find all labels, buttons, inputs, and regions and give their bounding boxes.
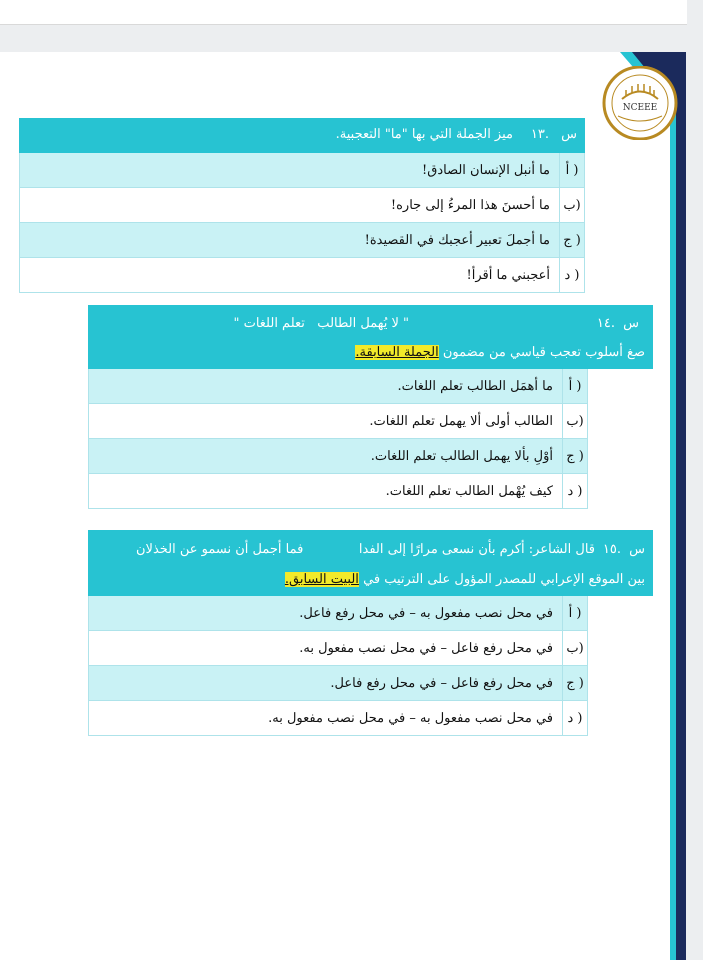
option-text: ما أجملَ تعبير أعجبك في القصيدة! bbox=[364, 232, 550, 248]
verse-first-hemistich: قال الشاعر: أكرم بأن نسعى مرارًا إلى الفدا bbox=[358, 542, 595, 557]
top-bar bbox=[0, 0, 687, 25]
question-number: ١٤. bbox=[596, 316, 615, 331]
question-15 bbox=[88, 530, 653, 736]
option-text: في محل رفع فاعل – في محل رفع فاعل. bbox=[330, 675, 553, 691]
stem-highlight: البيت السابق. bbox=[284, 572, 359, 587]
question-13 bbox=[19, 118, 585, 293]
question-label: س bbox=[629, 542, 645, 557]
option-letter: د ) bbox=[562, 474, 587, 508]
option-d[interactable] bbox=[88, 701, 588, 736]
option-letter: د ) bbox=[559, 258, 584, 292]
question-label: س bbox=[623, 316, 639, 331]
option-a[interactable] bbox=[88, 596, 588, 631]
svg-text:NCEEE: NCEEE bbox=[622, 103, 658, 113]
question-stem bbox=[285, 572, 645, 587]
option-text: ما أحسنَ هذا المرءُ إلى جاره! bbox=[390, 197, 550, 213]
question-stem: ميز الجملة التي بها "ما" التعجبية. bbox=[335, 127, 513, 142]
option-letter: ب) bbox=[562, 404, 587, 438]
option-text: ما أهمَل الطالب تعلم اللغات. bbox=[397, 378, 553, 394]
question-stem bbox=[355, 345, 645, 360]
option-text: الطالب أولى ألا يهمل تعلم اللغات. bbox=[369, 413, 553, 429]
option-text: في محل نصب مفعول به – في محل نصب مفعول به. bbox=[268, 710, 553, 726]
option-letter: أ ) bbox=[562, 369, 587, 403]
question-14 bbox=[88, 305, 653, 509]
stem-text: بين الموقع الإعرابي للمصدر المؤول على الترتيب في bbox=[363, 572, 645, 587]
option-text: أوْلِ بألا يهمل الطالب تعلم اللغات. bbox=[370, 448, 553, 464]
option-letter: ج ) bbox=[562, 439, 587, 473]
option-b[interactable] bbox=[88, 631, 588, 666]
nceee-logo bbox=[592, 66, 688, 140]
option-d[interactable] bbox=[19, 258, 585, 293]
option-letter: أ ) bbox=[562, 596, 587, 630]
option-letter: ج ) bbox=[562, 666, 587, 700]
option-c[interactable] bbox=[88, 666, 588, 701]
option-text: ما أنبل الإنسان الصادق! bbox=[422, 162, 550, 178]
option-letter: أ ) bbox=[559, 153, 584, 187]
question-header bbox=[88, 305, 653, 369]
option-c[interactable] bbox=[19, 223, 585, 258]
question-quote: " لا يُهمل الطالب تعلم اللغات " bbox=[233, 316, 409, 331]
option-letter: ب) bbox=[559, 188, 584, 222]
option-text: في محل رفع فاعل – في محل نصب مفعول به. bbox=[299, 640, 553, 656]
stem-text: صغ أسلوب تعجب قياسي من مضمون bbox=[442, 345, 645, 360]
option-text: في محل نصب مفعول به – في محل رفع فاعل. bbox=[299, 605, 553, 621]
question-number: ١٣. bbox=[530, 127, 549, 142]
option-text: أعجبني ما أقرأ! bbox=[466, 267, 550, 283]
option-letter: ج ) bbox=[559, 223, 584, 257]
stem-highlight: الجملة السابقة. bbox=[355, 345, 439, 360]
question-header bbox=[88, 530, 653, 596]
option-text: كيف يُهْمل الطالب تعلم اللغات. bbox=[385, 483, 553, 499]
question-label: س bbox=[561, 127, 577, 142]
option-d[interactable] bbox=[88, 474, 588, 509]
option-b[interactable] bbox=[19, 188, 585, 223]
option-letter: د ) bbox=[562, 701, 587, 735]
question-header bbox=[19, 118, 585, 153]
question-number: ١٥. bbox=[602, 542, 621, 557]
option-a[interactable] bbox=[88, 369, 588, 404]
option-a[interactable] bbox=[19, 153, 585, 188]
option-b[interactable] bbox=[88, 404, 588, 439]
option-c[interactable] bbox=[88, 439, 588, 474]
verse-second-hemistich: فما أجمل أن نسمو عن الخذلان bbox=[136, 542, 304, 557]
option-letter: ب) bbox=[562, 631, 587, 665]
